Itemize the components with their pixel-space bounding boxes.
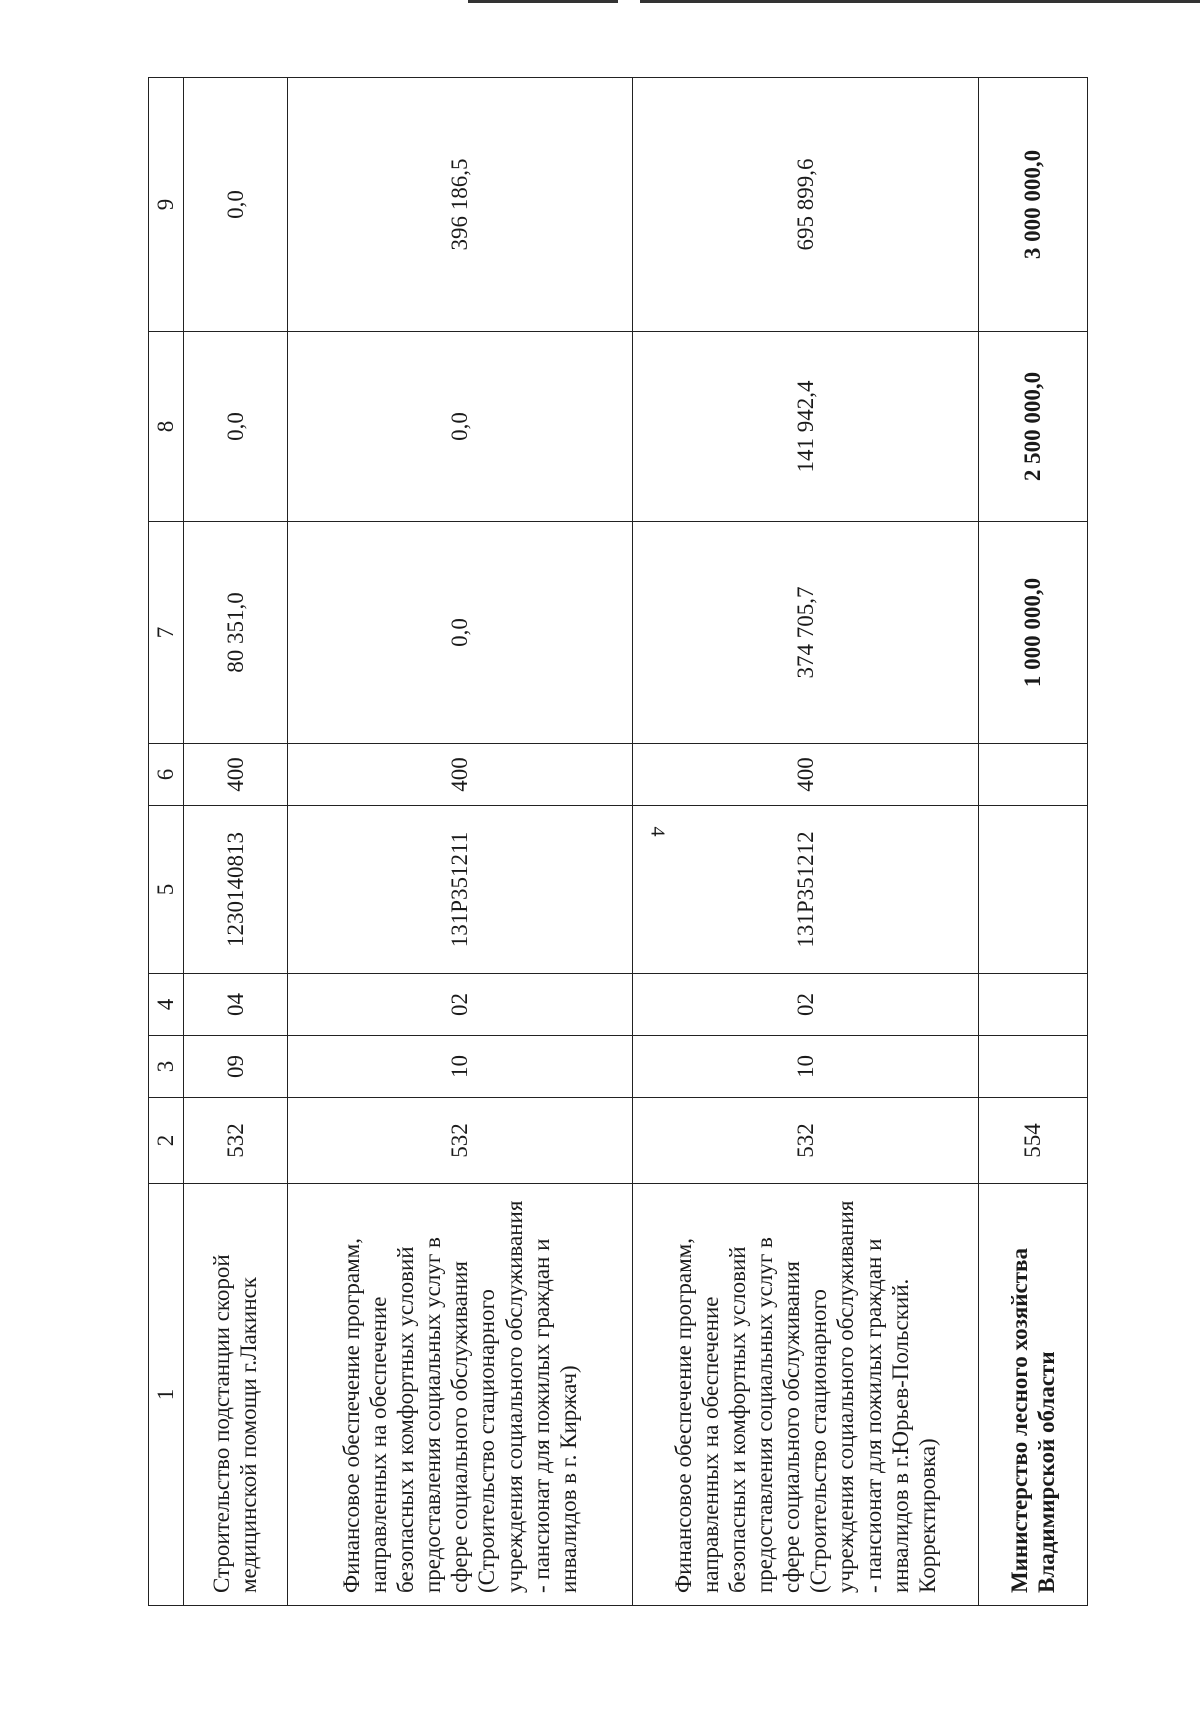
amount-col8-cell: 0,0 [184,332,288,522]
ministry-code-cell: 554 [978,1098,1087,1184]
amount-col8-cell: 141 942,4 [633,332,978,522]
header-cell-8: 8 [149,332,184,522]
section-cell: 10 [287,1036,632,1098]
scan-edge-mark [468,0,618,3]
amount-col8-cell: 0,0 [287,332,632,522]
amount-col9-cell: 3 000 000,0 [978,78,1087,332]
amount-col7-cell: 80 351,0 [184,522,288,744]
subsection-cell [978,974,1087,1036]
header-cell-6: 6 [149,744,184,806]
row-name-cell: Строительство подстанции скорой медицинской помощи г.Лакинск [184,1184,288,1606]
page-number: 4 [646,826,669,837]
amount-col7-cell: 1 000 000,0 [978,522,1087,744]
section-cell [978,1036,1087,1098]
target-article-cell: 131P351212 [633,806,978,974]
header-cell-1: 1 [149,1184,184,1606]
subsection-cell: 02 [287,974,632,1036]
amount-col8-cell: 2 500 000,0 [978,332,1087,522]
ministry-code-cell: 532 [287,1098,632,1184]
amount-col9-cell: 0,0 [184,78,288,332]
subsection-cell: 02 [633,974,978,1036]
row-name-cell: Финансовое обеспечение программ, направленных на обеспечение безопасных и комфортных условий предоставления социальных услуг в сфере социального обслуживания (Строительство стационарного учреждения социального обслуживания - пансионат для пожилых граждан и инвалидов в г.Юрьев-Польский. Корректировка) [633,1184,978,1606]
header-cell-9: 9 [149,78,184,332]
table-container [148,78,1088,1606]
header-cell-7: 7 [149,522,184,744]
section-cell: 10 [633,1036,978,1098]
table-row [184,78,288,1606]
header-cell-2: 2 [149,1098,184,1184]
row-name-cell: Финансовое обеспечение программ, направленных на обеспечение безопасных и комфортных условий предоставления социальных услуг в сфере социального обслуживания (Строительство стационарного учреждения социального обслуживания - пансионат для пожилых граждан и инвалидов в г. Киржач) [287,1184,632,1606]
ministry-code-cell: 532 [184,1098,288,1184]
expense-type-cell [978,744,1087,806]
table-row [287,78,632,1606]
header-cell-5: 5 [149,806,184,974]
amount-col7-cell: 374 705,7 [633,522,978,744]
amount-col7-cell: 0,0 [287,522,632,744]
table-row [633,78,978,1606]
amount-col9-cell: 396 186,5 [287,78,632,332]
header-cell-3: 3 [149,1036,184,1098]
amount-col9-cell: 695 899,6 [633,78,978,332]
table-row-total [978,78,1087,1606]
header-row [149,78,184,1606]
budget-table [148,77,1088,1606]
scan-edge-mark [640,0,1200,3]
section-cell: 09 [184,1036,288,1098]
header-cell-4: 4 [149,974,184,1036]
subsection-cell: 04 [184,974,288,1036]
target-article-cell [978,806,1087,974]
target-article-cell: 131P351211 [287,806,632,974]
ministry-code-cell: 532 [633,1098,978,1184]
expense-type-cell: 400 [633,744,978,806]
expense-type-cell: 400 [287,744,632,806]
expense-type-cell: 400 [184,744,288,806]
row-name-cell: Министерство лесного хозяйства Владимирской области [978,1184,1087,1606]
target-article-cell: 1230140813 [184,806,288,974]
